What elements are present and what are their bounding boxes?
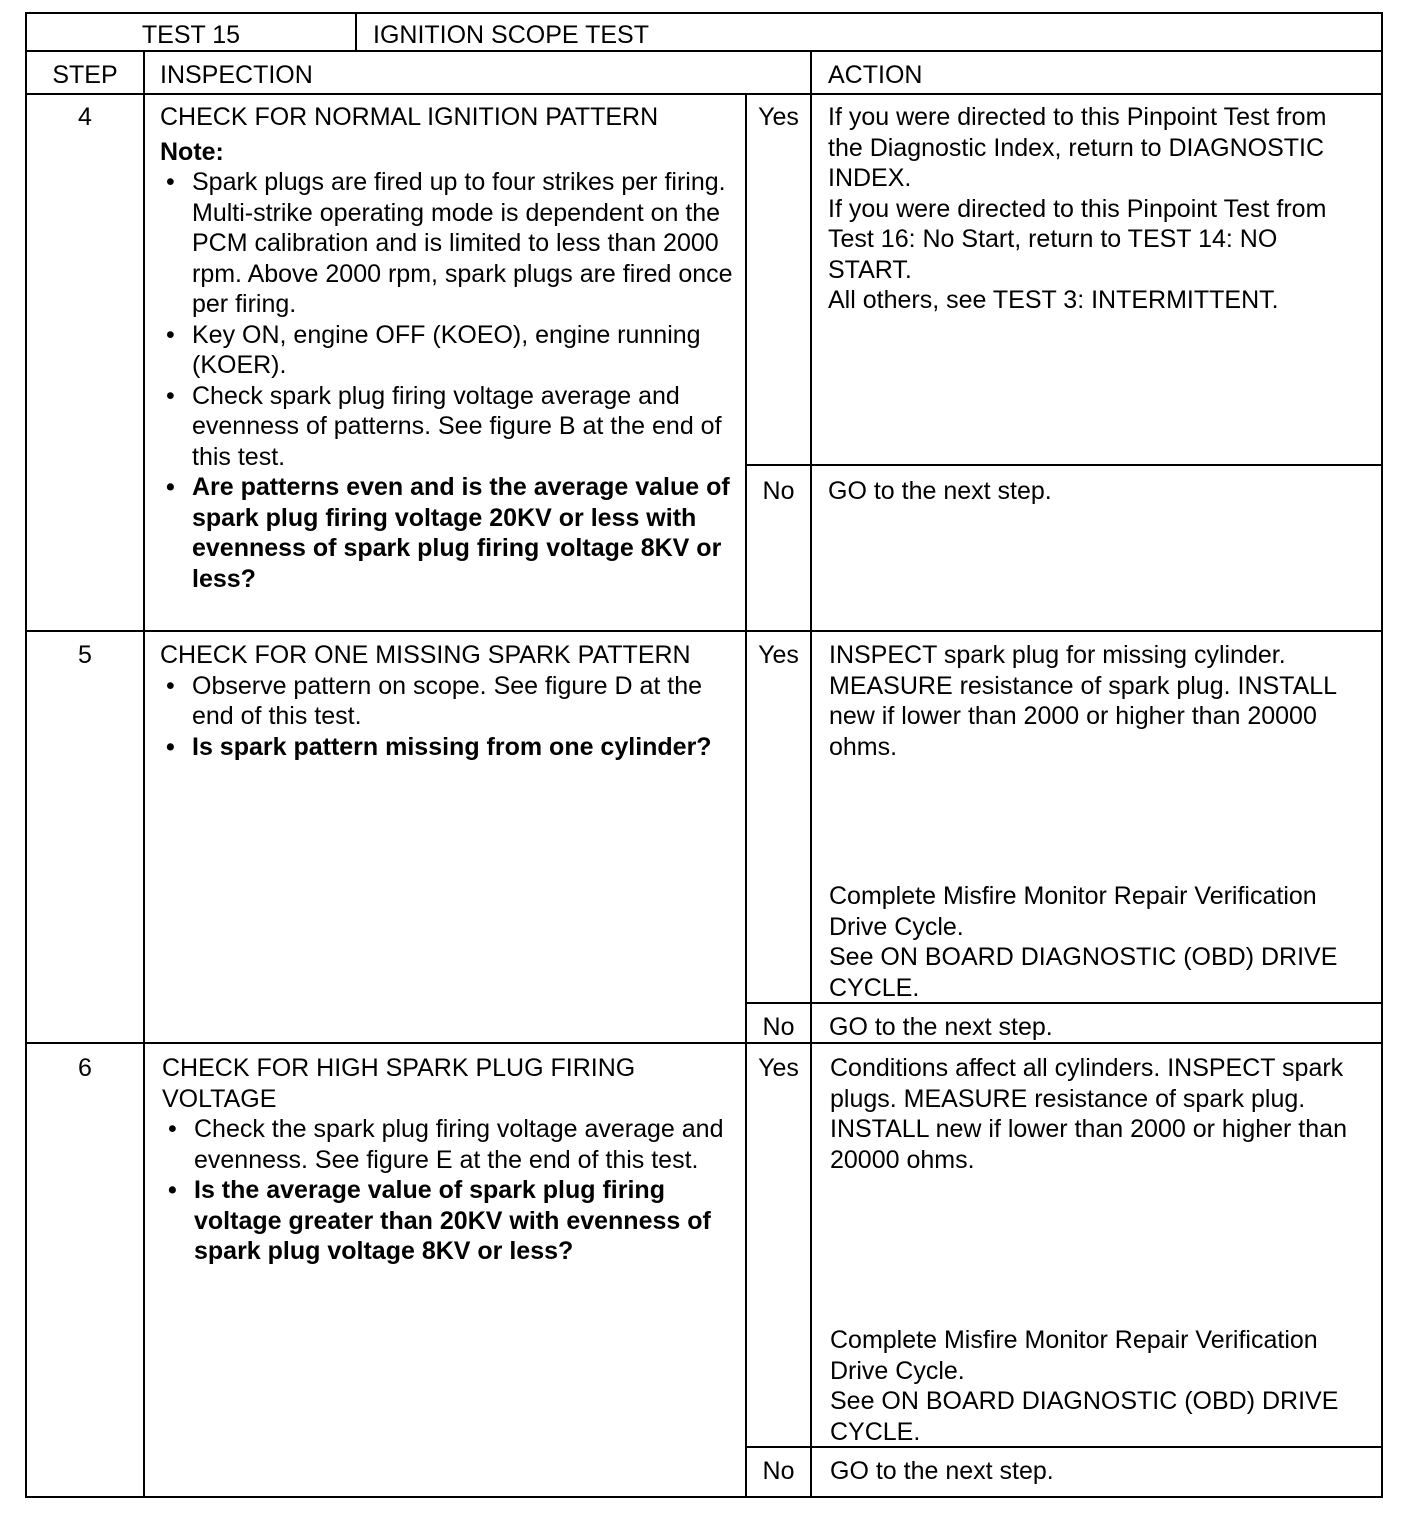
inspection-bullets (162, 1114, 738, 1267)
step-heading: CHECK FOR HIGH SPARK PLUG FIRING VOLTAGE (162, 1054, 636, 1113)
action-column-divider (810, 50, 812, 1498)
inspection-question: • Is spark pattern missing from one cylinder? (160, 732, 738, 763)
no-label: No (762, 1013, 795, 1041)
test-number: TEST 15 (141, 21, 241, 49)
inspection-question: • Is the average value of spark plug firing voltage greater than 20KV with evenness of spark plug voltage 8KV or less? (162, 1175, 738, 1267)
result-column-divider (745, 93, 747, 1498)
step-inspection (160, 640, 738, 762)
yes-followup (829, 881, 1374, 1003)
action-line: If you were directed to this Pinpoint Test from the Diagnostic Index, return to DIAGNOSTIC INDEX. (828, 103, 1327, 192)
yes-label: Yes (758, 103, 799, 131)
title-divider (355, 12, 357, 51)
column-header-inspection: INSPECTION (160, 61, 313, 89)
no-action: GO to the next step. (829, 1013, 1053, 1041)
column-header-divider (25, 93, 1383, 95)
yes-followup (830, 1325, 1375, 1447)
step-inspection (160, 102, 738, 594)
bullet-item: • Spark plugs are fired up to four strikes per firing. Multi-strike operating mode is dependent on the PCM calibration and is limited to less than 2000 rpm. Above 2000 rpm, spark plugs are fired once per firing. (160, 167, 738, 320)
step-heading: CHECK FOR ONE MISSING SPARK PATTERN (160, 641, 691, 669)
yes-action: INSPECT spark plug for missing cylinder. MEASURE resistance of spark plug. INSTALL new if lower than 2000 or higher than 20000 ohms. (829, 641, 1337, 761)
inspection-bullets (160, 671, 738, 763)
action-line: All others, see TEST 3: INTERMITTENT. (828, 286, 1279, 314)
followup-line: See ON BOARD DIAGNOSTIC (OBD) DRIVE CYCLE. (830, 1387, 1339, 1446)
step-number: 5 (78, 641, 92, 669)
no-action: GO to the next step. (828, 477, 1052, 505)
column-header-step: STEP (52, 61, 118, 89)
no-action: GO to the next step. (830, 1457, 1054, 1485)
step-number: 4 (78, 103, 92, 131)
no-label: No (762, 1457, 795, 1485)
yes-label: Yes (758, 1054, 799, 1082)
yes-action (828, 102, 1368, 316)
followup-line: Complete Misfire Monitor Repair Verification Drive Cycle. (830, 1326, 1318, 1385)
followup-line: See ON BOARD DIAGNOSTIC (OBD) DRIVE CYCLE. (829, 943, 1338, 1002)
column-header-action: ACTION (828, 61, 923, 89)
bullet-item: • Check the spark plug firing voltage average and evenness. See figure E at the end of this test. (162, 1114, 738, 1175)
step-number: 6 (78, 1054, 92, 1082)
step-inspection (162, 1053, 738, 1267)
inspection-question: • Are patterns even and is the average value of spark plug firing voltage 20KV or less with evenness of spark plug firing voltage 8KV or less? (160, 472, 738, 594)
followup-line: Complete Misfire Monitor Repair Verification Drive Cycle. (829, 882, 1317, 941)
test-title: IGNITION SCOPE TEST (373, 21, 649, 49)
no-label: No (762, 477, 795, 505)
note-label: Note: (160, 137, 224, 166)
yes-action: Conditions affect all cylinders. INSPECT spark plugs. MEASURE resistance of spark plug. INSTALL new if lower than 2000 or higher than 20000 ohms. (830, 1054, 1347, 1174)
step-heading: CHECK FOR NORMAL IGNITION PATTERN (160, 103, 659, 131)
bullet-item: • Observe pattern on scope. See figure D at the end of this test. (160, 671, 738, 732)
step-4-divider (25, 630, 1383, 632)
step-column-divider (143, 50, 145, 1498)
action-line: If you were directed to this Pinpoint Test from Test 16: No Start, return to TEST 14: NO START. (828, 194, 1327, 284)
inspection-bullets (160, 167, 738, 594)
bullet-item: • Check spark plug firing voltage average and evenness of patterns. See figure B at the end of this test. (160, 381, 738, 473)
step-4-yes-no-divider (745, 464, 1383, 466)
yes-label: Yes (758, 641, 799, 669)
bullet-item: • Key ON, engine OFF (KOEO), engine running (KOER). (160, 320, 738, 381)
